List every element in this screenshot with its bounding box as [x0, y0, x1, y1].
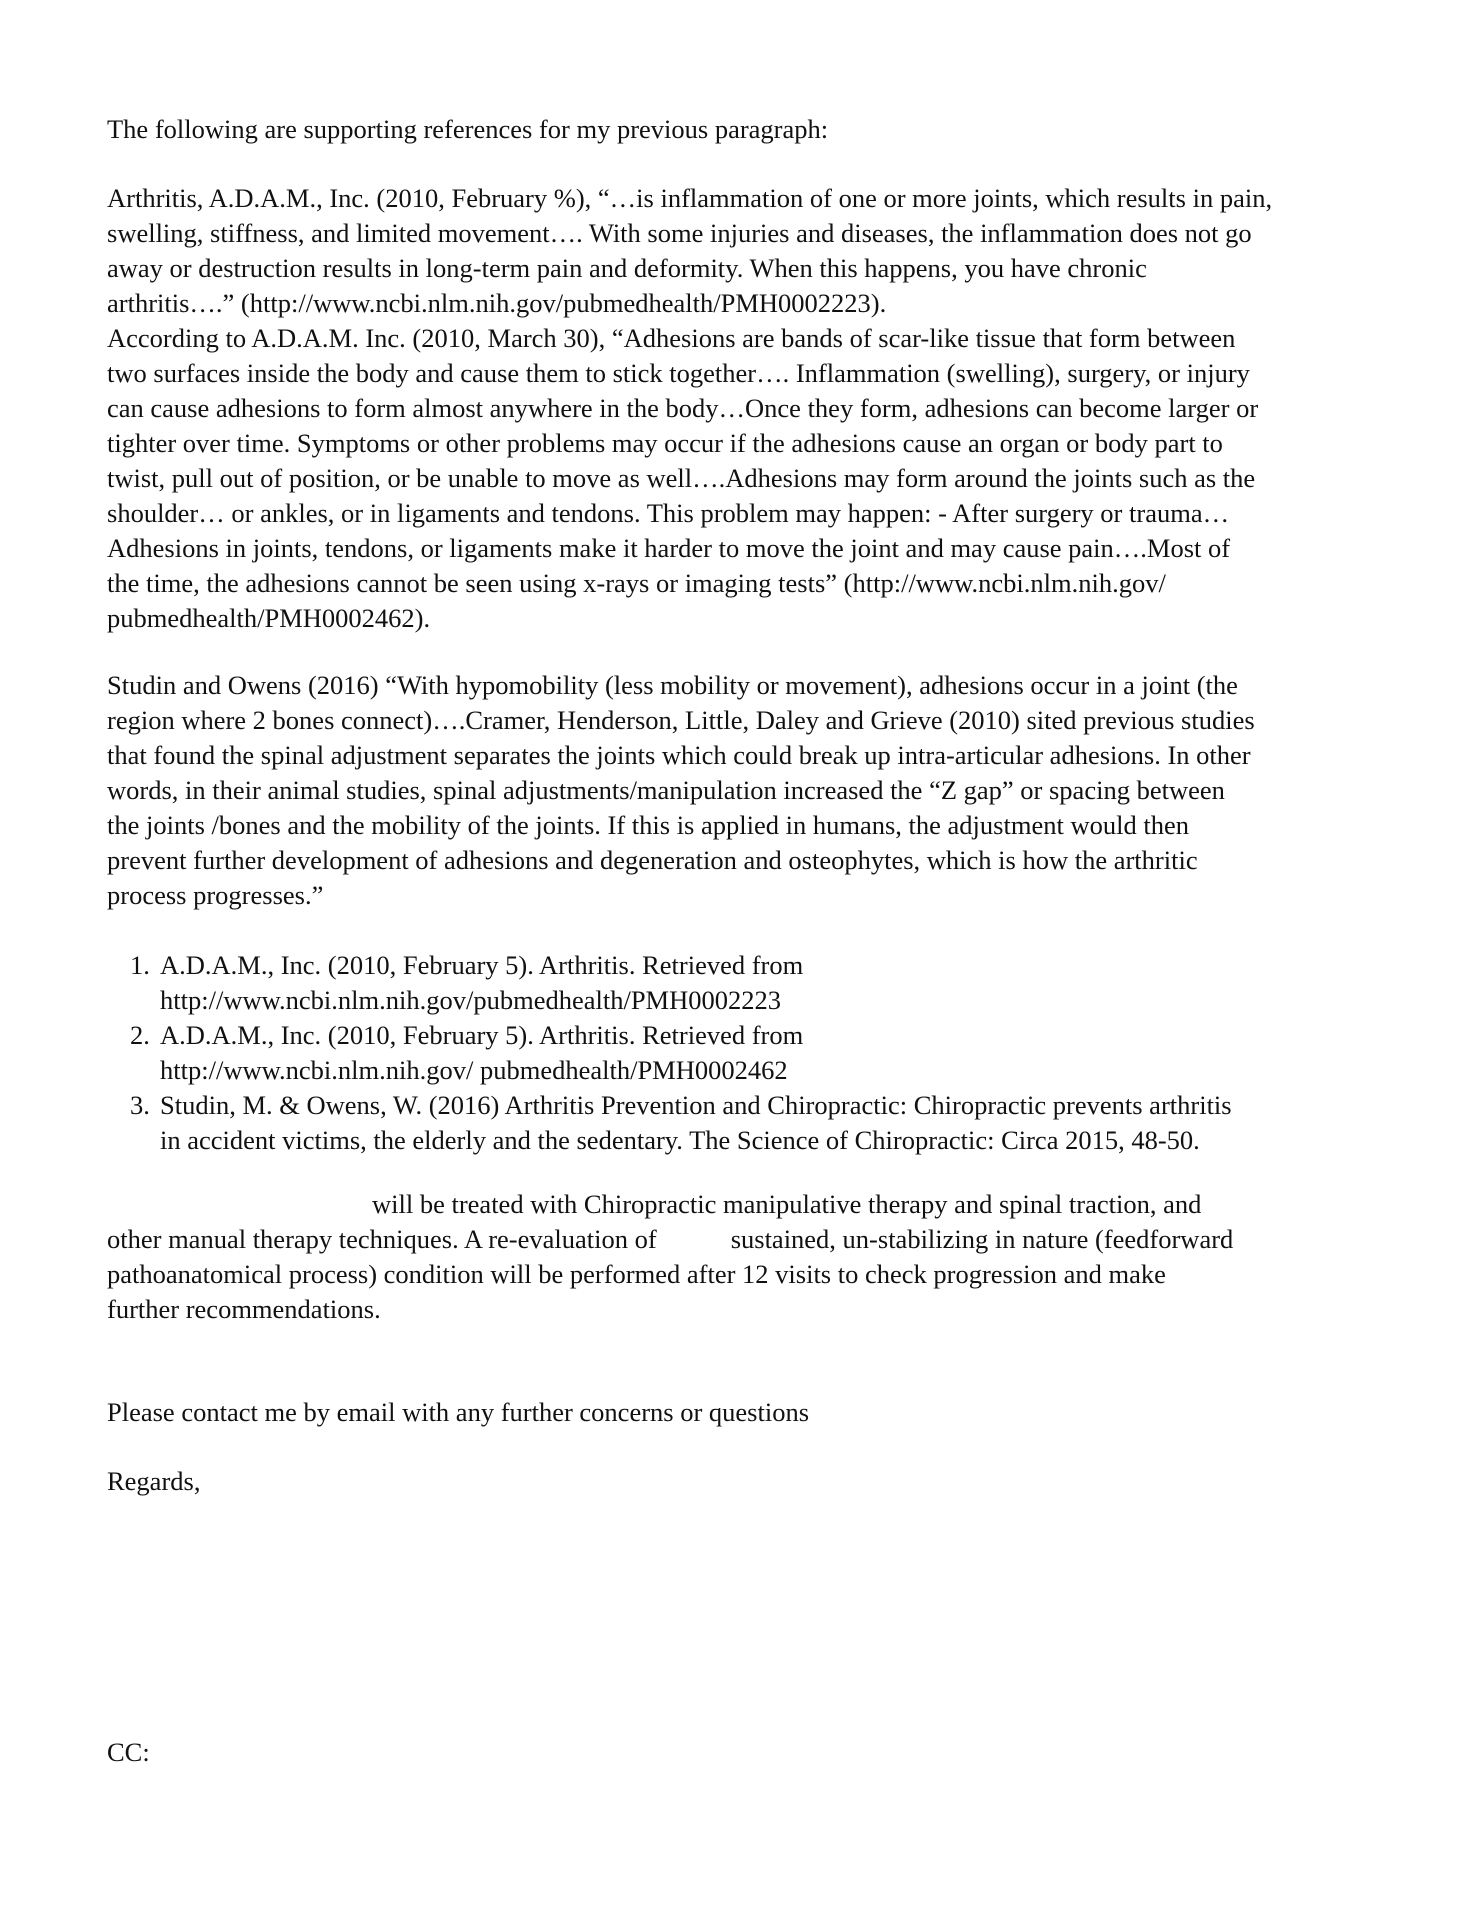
paragraph-line — [107, 1222, 1392, 1257]
reference-line: A.D.A.M., Inc. (2010, February 5). Arthritis. Retrieved from — [160, 950, 804, 980]
regards-text: Regards, — [107, 1466, 201, 1496]
reference-line: A.D.A.M., Inc. (2010, February 5). Arthritis. Retrieved from — [160, 1020, 804, 1050]
paragraph-line: tighter over time. Symptoms or other problems may occur if the adhesions cause an organ or body part to — [107, 428, 1223, 458]
paragraph-line: region where 2 bones connect)….Cramer, Henderson, Little, Daley and Grieve (2010) sited previous studies — [107, 705, 1255, 735]
reference-line: in accident victims, the elderly and the sedentary. The Science of Chiropractic: Circa 2015, 48-50. — [160, 1125, 1200, 1155]
paragraph-line: shoulder… or ankles, or in ligaments and tendons. This problem may happen: - After surgery or trauma… — [107, 498, 1230, 528]
reference-item — [130, 948, 1380, 1018]
reference-line: Studin, M. & Owens, W. (2016) Arthritis Prevention and Chiropractic: Chiropractic prevents arthritis — [160, 1090, 1232, 1120]
paragraph-line: pubmedhealth/PMH0002462). — [107, 603, 431, 633]
paragraph-line: further recommendations. — [107, 1294, 381, 1324]
paragraph-line: arthritis….” (http://www.ncbi.nlm.nih.gov/pubmedhealth/PMH0002223). — [107, 288, 887, 318]
reference-item — [130, 1088, 1380, 1158]
paragraph-arthritis-adhesions — [107, 181, 1392, 636]
reference-number: 3. — [130, 1090, 150, 1120]
intro-text: The following are supporting references for my previous paragraph: — [107, 114, 829, 144]
treatment-text: sustained, un-stabilizing in nature (feedforward — [730, 1224, 1234, 1254]
paragraph-line: can cause adhesions to form almost anywhere in the body…Once they form, adhesions can become larger or — [107, 393, 1259, 423]
paragraph-line: the time, the adhesions cannot be seen using x-rays or imaging tests” (http://www.ncbi.nlm.nih.gov/ — [107, 568, 1166, 598]
reference-list — [130, 948, 1380, 1158]
cc-label: CC: — [107, 1737, 150, 1767]
paragraph-line: that found the spinal adjustment separates the joints which could break up intra-articular adhesions. In other — [107, 740, 1251, 770]
paragraph-line: words, in their animal studies, spinal adjustments/manipulation increased the “Z gap” or spacing between — [107, 775, 1225, 805]
paragraph-line: prevent further development of adhesions and degeneration and osteophytes, which is how the arthritic — [107, 845, 1198, 875]
paragraph-line: will be treated with Chiropractic manipulative therapy and spinal traction, and — [372, 1189, 1202, 1219]
paragraph-studin-owens — [107, 668, 1392, 913]
paragraph-line: pathoanatomical process) condition will be performed after 12 visits to check progression and make — [107, 1259, 1166, 1289]
paragraph-line: According to A.D.A.M. Inc. (2010, March 30), “Adhesions are bands of scar-like tissue that form between — [107, 323, 1236, 353]
paragraph-line: twist, pull out of position, or be unable to move as well….Adhesions may form around the joints such as the — [107, 463, 1256, 493]
paragraph-line: the joints /bones and the mobility of the joints. If this is applied in humans, the adjustment would then — [107, 810, 1189, 840]
paragraph-line: swelling, stiffness, and limited movement…. With some injuries and diseases, the inflammation does not go — [107, 218, 1252, 248]
paragraph-line: Adhesions in joints, tendons, or ligaments make it harder to move the joint and may cause pain….Most of — [107, 533, 1231, 563]
reference-item — [130, 1018, 1380, 1088]
reference-line: http://www.ncbi.nlm.nih.gov/pubmedhealth/PMH0002223 — [160, 985, 782, 1015]
reference-number: 2. — [130, 1020, 150, 1050]
contact-text: Please contact me by email with any further concerns or questions — [107, 1397, 810, 1427]
paragraph-line: process progresses.” — [107, 880, 324, 910]
paragraph-line: Studin and Owens (2016) “With hypomobility (less mobility or movement), adhesions occur in a joint (the — [107, 670, 1238, 700]
paragraph-treatment — [107, 1187, 1392, 1327]
paragraph-line: two surfaces inside the body and cause them to stick together…. Inflammation (swelling), surgery, or injury — [107, 358, 1250, 388]
reference-line: http://www.ncbi.nlm.nih.gov/ pubmedhealth/PMH0002462 — [160, 1055, 788, 1085]
paragraph-line: Arthritis, A.D.A.M., Inc. (2010, February %), “…is inflammation of one or more joints, which results in pain, — [107, 183, 1273, 213]
reference-number: 1. — [130, 950, 150, 980]
treatment-text: other manual therapy techniques. A re-evaluation of — [107, 1224, 657, 1254]
paragraph-line: away or destruction results in long-term pain and deformity. When this happens, you have chronic — [107, 253, 1147, 283]
